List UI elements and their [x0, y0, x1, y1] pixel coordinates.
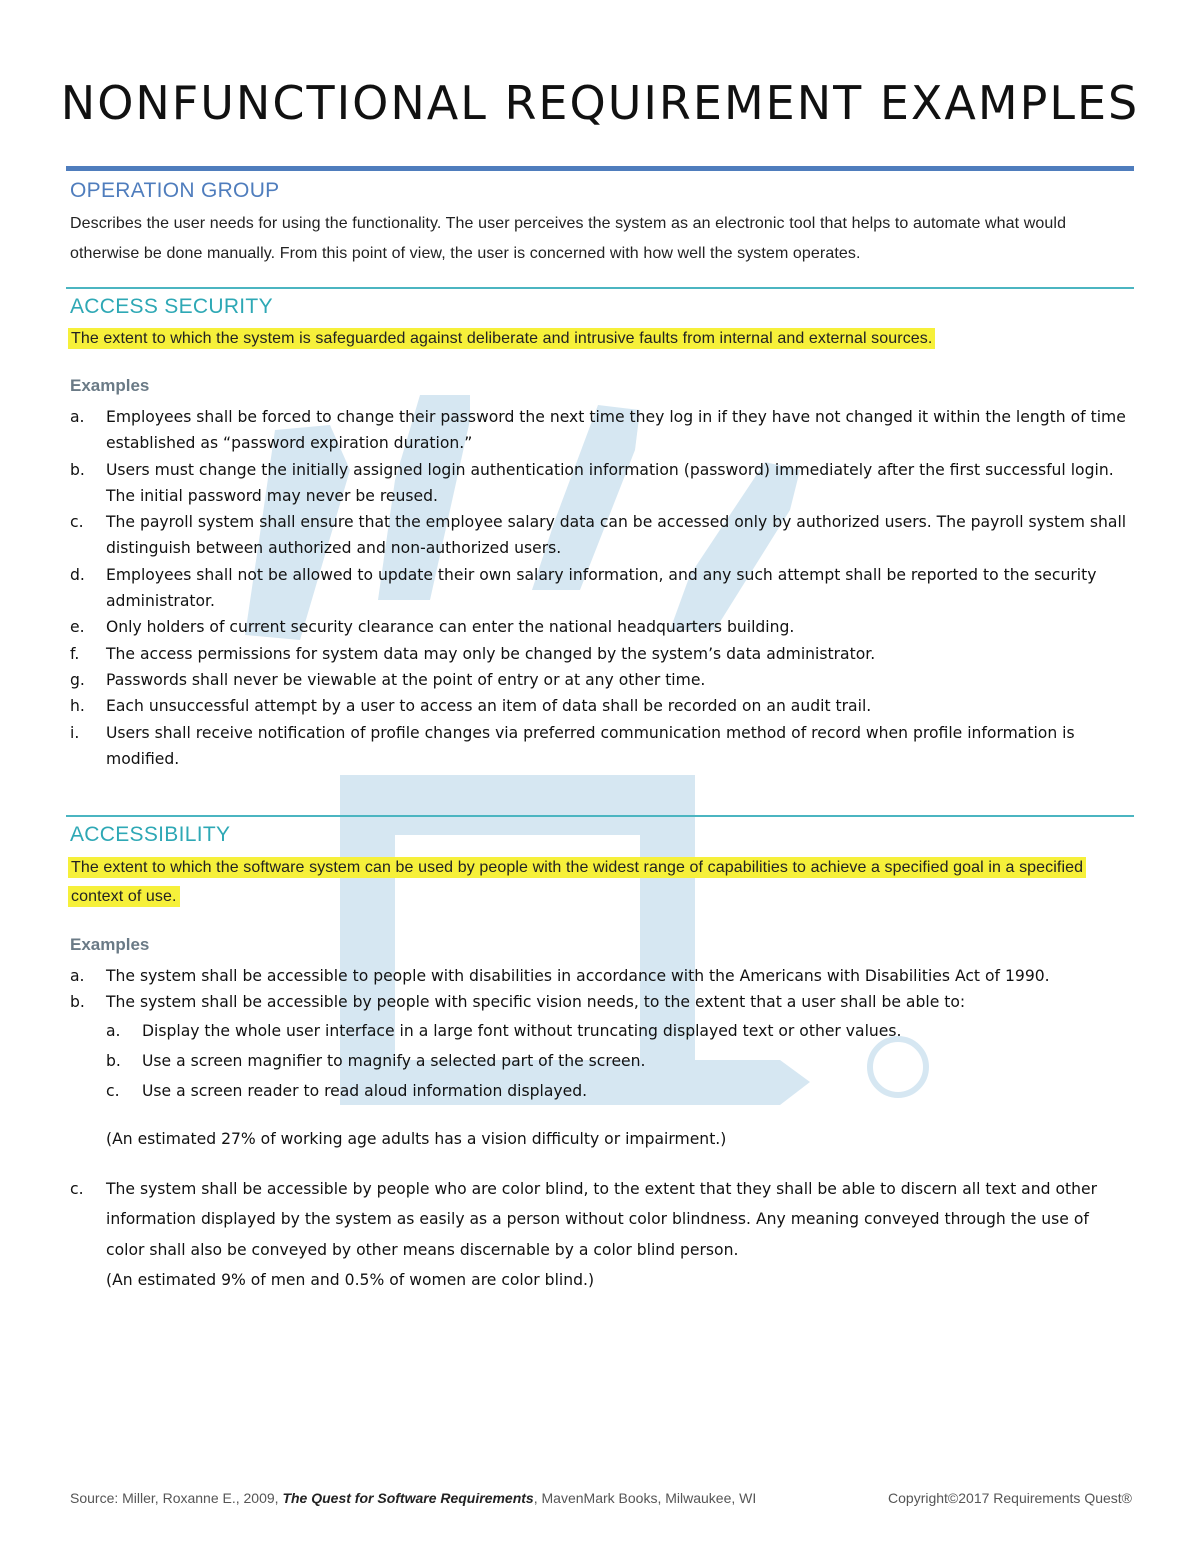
- list-item-text: Users must change the initially assigned login authentication information (password) immediately after the first successful login. The initial password may never be reused.: [106, 460, 1114, 505]
- list-item: [70, 989, 1132, 1015]
- list-marker: b.: [70, 993, 85, 1012]
- access-security-list: [70, 404, 1132, 772]
- accessibility-heading: ACCESSIBILITY: [70, 823, 231, 846]
- list-item-text: The system shall be accessible by people with specific vision needs, to the extent that a user shall be able to:: [106, 993, 966, 1012]
- list-item-text: Employees shall be forced to change their password the next time they log in if they have not changed it within the length of time established as “password expiration duration.”: [106, 408, 1126, 453]
- list-marker: c.: [106, 1081, 120, 1100]
- section-divider: [66, 287, 1134, 289]
- list-marker: h.: [70, 697, 85, 716]
- list-marker: g.: [70, 670, 85, 689]
- section-divider: [66, 815, 1134, 817]
- examples-label: Examples: [70, 376, 150, 395]
- access-security-definition: The extent to which the system is safeguarded against deliberate and intrusive faults from internal and external sources.: [68, 328, 935, 349]
- list-item: [70, 963, 1132, 989]
- list-item: [70, 693, 1132, 719]
- list-item-text: The system shall be accessible by people who are color blind, to the extent that they shall be able to discern all text and other information displayed by the system as easily as a person without color blindness. Any meaning conveyed through the use of color shall also be conveyed by other means discernable by a color blind person.: [106, 1179, 1098, 1259]
- list-marker: e.: [70, 618, 85, 637]
- list-marker: b.: [70, 460, 85, 479]
- list-item: [70, 720, 1132, 773]
- access-security-definition-wrapper: [68, 324, 1130, 353]
- examples-label: Examples: [70, 935, 150, 954]
- vision-stat-note: (An estimated 27% of working age adults has a vision difficulty or impairment.): [106, 1129, 727, 1148]
- page-title: NONFUNCTIONAL REQUIREMENT EXAMPLES: [60, 76, 1140, 130]
- list-item: [70, 457, 1132, 510]
- list-marker: f.: [70, 644, 80, 663]
- source-citation: [70, 1490, 756, 1506]
- title-divider: [66, 166, 1134, 171]
- accessibility-definition-wrapper: [68, 853, 1130, 911]
- list-item-text: Each unsuccessful attempt by a user to access an item of data shall be recorded on an audit trail.: [106, 697, 872, 716]
- list-item-text: The system shall be accessible to people with disabilities in accordance with the Americans with Disabilities Act of 1990.: [106, 967, 1050, 985]
- list-item: [70, 1174, 1132, 1266]
- source-suffix: , MavenMark Books, Milwaukee, WI: [533, 1490, 757, 1506]
- list-marker: a.: [70, 967, 85, 985]
- list-item-text: Users shall receive notification of profile changes via preferred communication method of record when profile information is modified.: [106, 723, 1075, 768]
- source-prefix: Source: Miller, Roxanne E., 2009,: [70, 1490, 283, 1506]
- list-item: [70, 667, 1132, 693]
- list-marker: a.: [106, 1021, 121, 1040]
- copyright-notice: Copyright©2017 Requirements Quest®: [888, 1490, 1132, 1506]
- list-item-text: Only holders of current security clearance can enter the national headquarters building.: [106, 618, 795, 637]
- source-book-title: The Quest for Software Requirements: [282, 1490, 534, 1506]
- list-marker: c.: [70, 1179, 84, 1198]
- list-item: [70, 562, 1132, 615]
- accessibility-definition: The extent to which the software system can be used by people with the widest range of capabilities to achieve a specified goal in a specified context of use.: [68, 857, 1086, 907]
- list-item-text: Passwords shall never be viewable at the point of entry or at any other time.: [106, 670, 706, 689]
- list-item-text: Display the whole user interface in a large font without truncating displayed text or other values.: [142, 1021, 902, 1040]
- color-blind-stat-note: (An estimated 9% of men and 0.5% of women are color blind.): [106, 1271, 595, 1290]
- list-item-text: Use a screen magnifier to magnify a selected part of the screen.: [142, 1051, 646, 1070]
- sub-list-item: [70, 1076, 1132, 1106]
- accessibility-list: [70, 963, 1132, 1295]
- list-item-text: Use a screen reader to read aloud information displayed.: [142, 1081, 588, 1100]
- list-item: [70, 404, 1132, 457]
- list-item-text: The payroll system shall ensure that the employee salary data can be accessed only by authorized users. The payroll system shall distinguish between authorized and non-authorized users.: [106, 513, 1127, 558]
- list-marker: c.: [70, 513, 84, 532]
- list-marker: i.: [70, 723, 80, 742]
- sub-list-item: [70, 1046, 1132, 1076]
- list-item-text: Employees shall not be allowed to update their own salary information, and any such attempt shall be reported to the security administrator.: [106, 565, 1097, 611]
- list-item: [70, 614, 1132, 640]
- operation-group-heading: OPERATION GROUP: [70, 179, 280, 202]
- list-marker: a.: [70, 408, 85, 426]
- access-security-heading: ACCESS SECURITY: [70, 295, 273, 318]
- list-marker: d.: [70, 565, 85, 584]
- sub-list-item: [70, 1016, 1132, 1046]
- list-item: [70, 641, 1132, 667]
- list-marker: b.: [106, 1051, 121, 1070]
- list-item: [70, 509, 1132, 562]
- list-item-text: The access permissions for system data may only be changed by the system’s data administrator.: [106, 644, 876, 663]
- operation-group-description: Describes the user needs for using the functionality. The user perceives the system as an electronic tool that helps to automate what would otherwise be done manually. From this point of view, the user is concerned with how well the system operates.: [70, 215, 1067, 262]
